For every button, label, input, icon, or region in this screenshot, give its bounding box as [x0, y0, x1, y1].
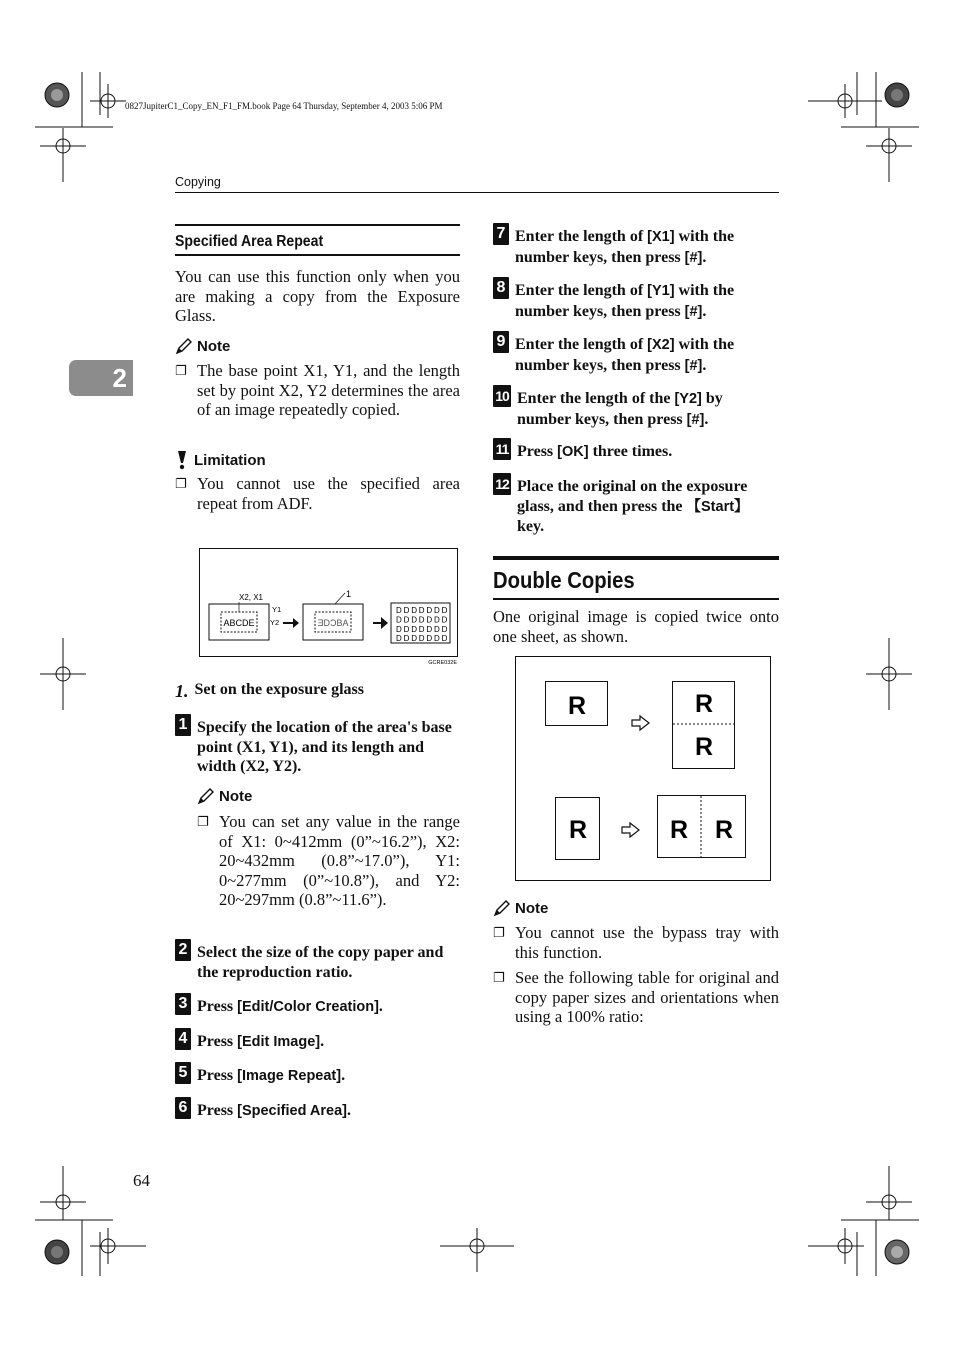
- repeat-tile: D: [418, 606, 425, 615]
- subsection-title: Specified Area Repeat: [175, 233, 324, 250]
- step-6: 6 Press [Specified Area].: [175, 1101, 460, 1122]
- figure-legend: 1. Set on the exposure glass: [175, 681, 364, 701]
- repeat-tile: D: [418, 615, 425, 625]
- repeat-tile: D: [441, 624, 448, 634]
- file-slug: 0827JupiterC1_Copy_EN_F1_FM.book Page 64 Thursday, September 4, 2003 5:06 PM: [125, 101, 443, 111]
- area-repeat-figure: [199, 548, 459, 670]
- repeat-tile: D: [403, 634, 410, 644]
- label-y1: Y1: [272, 605, 282, 614]
- letter-r-original-portrait: R: [568, 816, 588, 844]
- step-3: 3 Press [Edit/Color Creation].: [175, 997, 460, 1018]
- repeat-tile: D: [426, 606, 433, 615]
- pencil-icon: [493, 900, 510, 917]
- repeat-tile: D: [434, 615, 440, 625]
- repeat-tile: D: [434, 624, 440, 634]
- step-5: 5 Press [Image Repeat].: [175, 1066, 460, 1087]
- page-number: 64: [133, 1171, 150, 1190]
- key-edit-image: [Edit Image]: [237, 1034, 321, 1050]
- note-heading: Note: [175, 338, 230, 355]
- repeat-tile: D: [403, 624, 410, 634]
- section-title: Double Copies: [493, 567, 635, 593]
- checkbox-icon: ❐: [175, 364, 187, 379]
- repeat-tile: D: [411, 634, 417, 644]
- key-specified-area: [Specified Area]: [237, 1103, 347, 1119]
- repeat-tile: D: [426, 615, 433, 625]
- note-item-bypass: ❐ You cannot use the bypass tray with this function.: [493, 923, 779, 962]
- checkbox-icon: ❐: [493, 926, 505, 941]
- step-8: 8 Enter the length of [Y1] with the number keys, then press [#].: [493, 281, 779, 322]
- exclamation-icon: [175, 450, 189, 470]
- mirrored-text: ƎDƆBA: [317, 618, 349, 628]
- checkbox-icon: ❐: [493, 971, 505, 986]
- figure-code: GCRE032E: [428, 660, 457, 666]
- step-11: 11 Press [OK] three times.: [493, 442, 779, 463]
- label-y2: Y2: [270, 618, 280, 627]
- step-7: 7 Enter the length of [X1] with the number keys, then press [#].: [493, 227, 779, 268]
- limitation-item: ❐ You cannot use the specified area repeat from ADF.: [175, 474, 460, 513]
- chapter-tab: 2: [69, 360, 133, 396]
- letter-r-copy-left: R: [669, 816, 689, 844]
- letter-r-original-landscape: R: [567, 692, 587, 720]
- repeat-tile: D: [396, 634, 402, 644]
- repeat-tile: D: [426, 634, 433, 644]
- label-x2x1: X2, X1: [238, 593, 264, 602]
- repeat-tile: D: [418, 634, 425, 644]
- note-item-table: ❐ See the following table for original and copy paper sizes and orientations when using a 100% ratio:: [493, 968, 779, 1026]
- pencil-icon: [197, 788, 214, 805]
- running-head: Copying: [175, 175, 221, 189]
- note-heading-2: Note: [197, 788, 252, 805]
- letter-r-copy-right: R: [714, 816, 734, 844]
- key-start: 【Start】: [686, 498, 749, 515]
- step-2: 2 Select the size of the copy paper and the reproduction ratio.: [175, 943, 460, 982]
- repeat-tile: D: [418, 624, 425, 634]
- repeat-tile: D: [434, 634, 440, 644]
- repeat-tile-grid: [396, 606, 448, 643]
- double-copies-intro: One original image is copied twice onto one sheet, as shown.: [493, 607, 779, 646]
- step-10: 10 Enter the length of the [Y2] by number keys, then press [#].: [493, 389, 779, 430]
- repeat-tile: D: [426, 624, 433, 634]
- note-heading-3: Note: [493, 900, 548, 917]
- repeat-tile: D: [403, 615, 410, 625]
- step-12: 12 Place the original on the exposure glass, and then press the 【Start】 key.: [493, 477, 779, 537]
- letter-r-copy-bottom: R: [694, 733, 714, 761]
- letter-r-copy-top: R: [694, 690, 714, 718]
- double-copies-figure: [515, 656, 772, 882]
- figure-callout: 1: [346, 589, 352, 599]
- repeat-tile: D: [403, 606, 410, 615]
- repeat-tile: D: [441, 606, 448, 615]
- repeat-tile: D: [411, 624, 417, 634]
- step-1: 1 Specify the location of the area's base point (X1, Y1), and its length and width (X2, Y2).: [175, 718, 460, 777]
- pencil-icon: [175, 338, 192, 355]
- key-edit-color-creation: [Edit/Color Creation]: [237, 999, 379, 1015]
- repeat-tile: D: [441, 634, 448, 644]
- subsection-heading: [175, 224, 460, 256]
- checkbox-icon: ❐: [197, 815, 209, 830]
- note-item: ❐ The base point X1, Y1, and the length set by point X2, Y2 determines the area of an image repeatedly copied.: [175, 361, 460, 419]
- repeat-tile: D: [396, 615, 402, 625]
- header-rule: [175, 192, 779, 193]
- section-heading: [493, 556, 779, 600]
- note-item-2: ❐ You can set any value in the range of X1: 0~412mm (0”~16.2”), X2: 20~432mm (0.8”~17.0”), Y1: 0~277mm (0”~10.8”), and Y2: 20~297mm (0.8”~11.6”).: [197, 812, 460, 909]
- step-4: 4 Press [Edit Image].: [175, 1032, 460, 1053]
- repeat-tile: D: [396, 606, 402, 615]
- repeat-tile: D: [396, 624, 402, 634]
- key-image-repeat: [Image Repeat]: [237, 1068, 342, 1084]
- intro-paragraph: You can use this function only when you are making a copy from the Exposure Glass.: [175, 267, 460, 325]
- step-9: 9 Enter the length of [X2] with the number keys, then press [#].: [493, 335, 779, 376]
- repeat-tile: D: [441, 615, 448, 625]
- repeat-tile: D: [434, 606, 440, 615]
- repeat-tile: D: [411, 606, 417, 615]
- repeat-tile: D: [411, 615, 417, 625]
- checkbox-icon: ❐: [175, 477, 187, 492]
- limitation-heading: Limitation: [175, 450, 266, 470]
- sample-text: ABCDE: [223, 618, 255, 628]
